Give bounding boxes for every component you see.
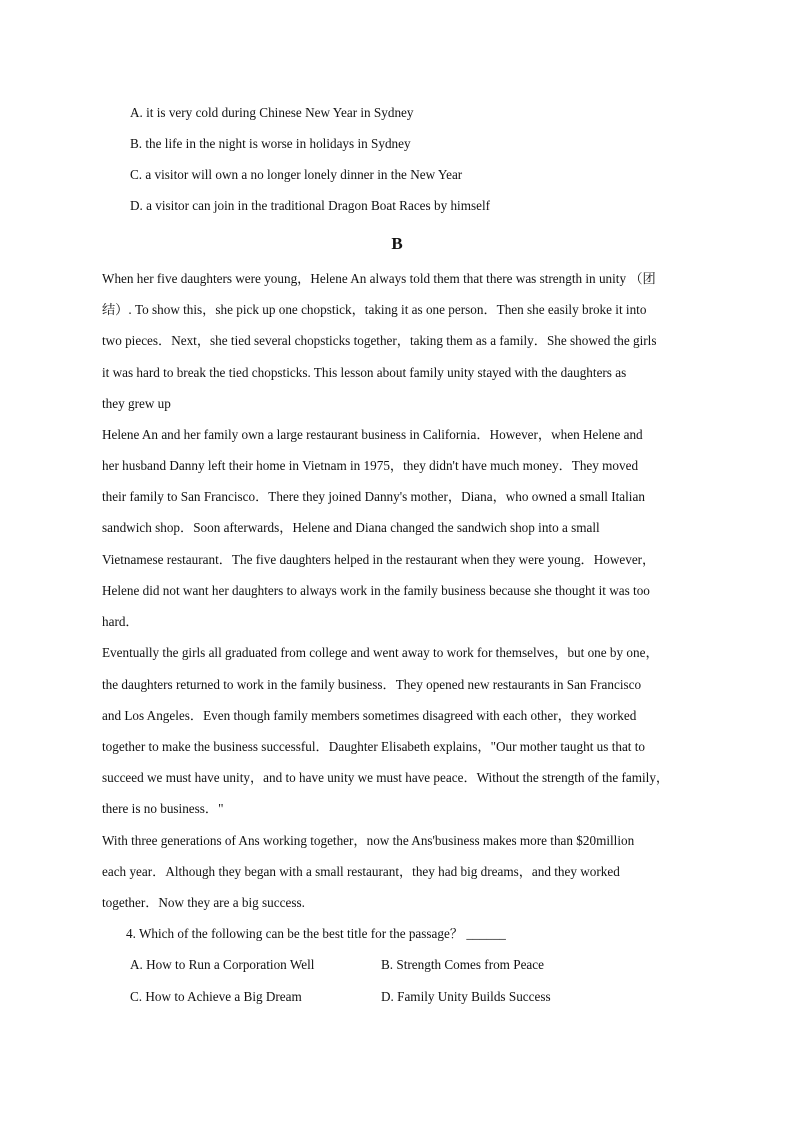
- passage-line: hard．: [102, 614, 139, 629]
- passage-line: their family to San Francisco．There they joined Danny's mother，Diana，who owned a small Italian: [102, 489, 645, 504]
- passage-line: each year．Although they began with a small restaurant，they had big dreams，and they worked: [102, 864, 620, 879]
- passage-line: Vietnamese restaurant．The five daughters helped in the restaurant when they were young．However，: [102, 552, 656, 567]
- passage-line: Eventually the girls all graduated from college and went away to work for themselves，but one by one，: [102, 645, 659, 660]
- passage-line: With three generations of Ans working together，now the Ans'business makes more than $20million: [102, 833, 635, 848]
- passage-line: together．Now they are a big success.: [102, 895, 305, 910]
- passage-line: there is no business．": [102, 801, 224, 816]
- passage-line: Helene did not want her daughters to always work in the family business because she thought it was too: [102, 583, 650, 598]
- section-label: B: [391, 234, 403, 253]
- passage-line: Helene An and her family own a large restaurant business in California．However，when Helene and: [102, 427, 643, 442]
- passage-line: two pieces．Next，she tied several chopsticks together，taking them as a family．She showed the girls: [102, 333, 657, 348]
- prev-option-c: C. a visitor will own a no longer lonely dinner in the New Year: [130, 167, 463, 182]
- passage-line: they grew up: [102, 396, 171, 411]
- question-option-b: B. Strength Comes from Peace: [381, 957, 544, 972]
- passage-line: her husband Danny left their home in Vietnam in 1975，they didn't have much money．They moved: [102, 458, 639, 473]
- passage-line: it was hard to break the tied chopsticks. This lesson about family unity stayed with the daughters as: [102, 365, 627, 380]
- question-option-a: A. How to Run a Corporation Well: [130, 957, 315, 972]
- passage-line: sandwich shop．Soon afterwards，Helene and Diana changed the sandwich shop into a small: [102, 520, 600, 535]
- question-option-d: D. Family Unity Builds Success: [381, 989, 551, 1004]
- passage-line: succeed we must have unity，and to have unity we must have peace．Without the strength of the family，: [102, 770, 670, 785]
- passage-line: the daughters returned to work in the family business．They opened new restaurants in San Francisco: [102, 677, 642, 692]
- passage-line: When her five daughters were young，Helene An always told them that there was strength in unity （团: [102, 271, 656, 286]
- prev-option-d: D. a visitor can join in the traditional Dragon Boat Races by himself: [130, 198, 491, 213]
- question-option-c: C. How to Achieve a Big Dream: [130, 989, 302, 1004]
- prev-option-a: A. it is very cold during Chinese New Year in Sydney: [130, 105, 414, 120]
- passage-line: 结）. To show this，she pick up one chopstick，taking it as one person．Then she easily broke it into: [102, 302, 647, 317]
- passage-line: and Los Angeles．Even though family members sometimes disagreed with each other，they worked: [102, 708, 637, 723]
- prev-option-b: B. the life in the night is worse in holidays in Sydney: [130, 136, 411, 151]
- question-stem: 4. Which of the following can be the best title for the passage？ ______: [126, 926, 506, 941]
- passage-line: together to make the business successful．Daughter Elisabeth explains，"Our mother taught us that to: [102, 739, 646, 754]
